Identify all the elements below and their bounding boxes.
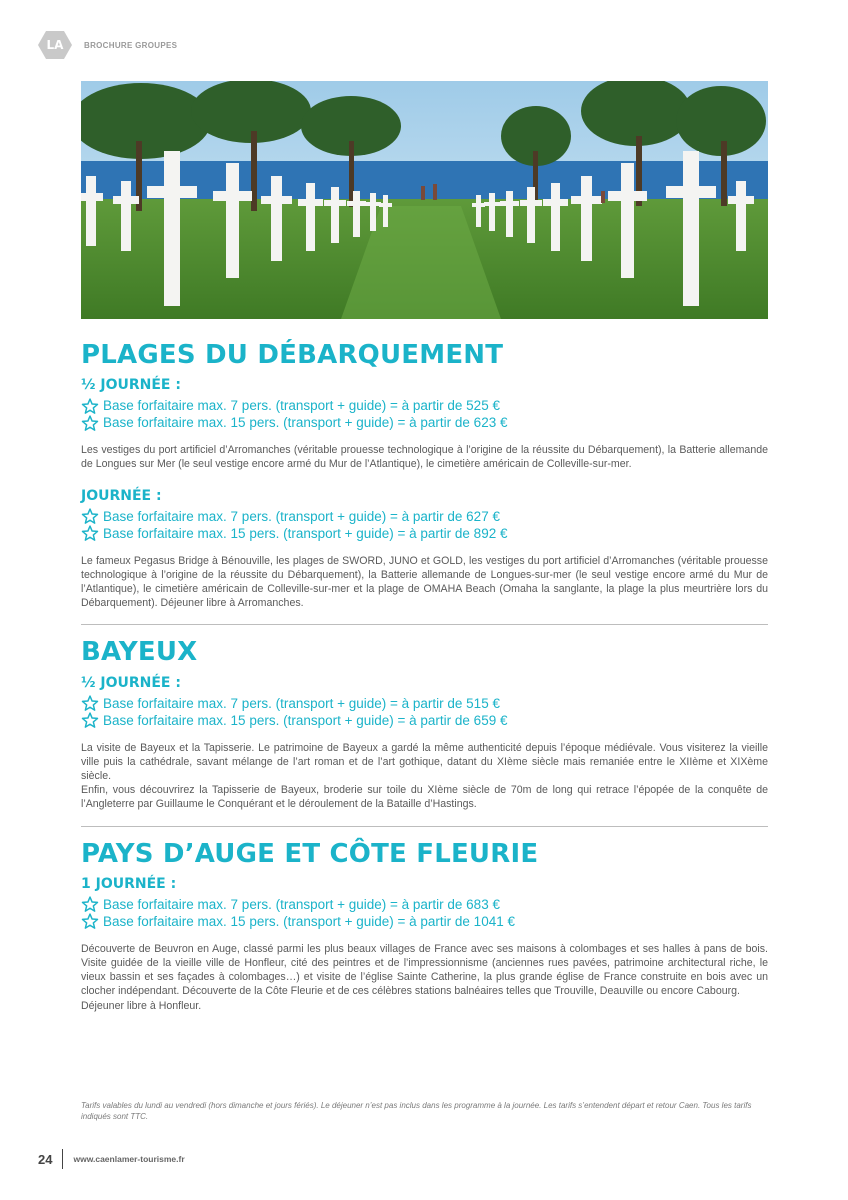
- price-line: [81, 397, 768, 414]
- price-line: [81, 695, 768, 712]
- price-line: [81, 525, 768, 542]
- description: Découverte de Beuvron en Auge, classé parmi les plus beaux villages de France avec ses maisons à colombages et ses halles à pans de bois. Visite guidée de la vieille ville de Honfleur, cité des peintres et de l’impressionnisme (anciennes rues pavées, patrimoine architectural riche, le vieux bassin et ses façades à colombages…) et visite de l’église Sainte Catherine, la plus grande église de France construite en bois avec un clocher indépendant. Découverte de la Côte Fleurie et de ces célèbres stations balnéaires telles que Trouville, Deauville ou encore Cabourg.: [81, 942, 768, 998]
- description: Les vestiges du port artificiel d’Arromanches (véritable prouesse technologique à l’origine de la réussite du Débarquement), la Batterie allemande de Longues sur Mer (le seul vestige encore armé du Mur de l’Atlantique), le cimetière américain de Colleville-sur-mer.: [81, 444, 768, 471]
- price-text: Base forfaitaire max. 7 pers. (transport + guide) = à partir de 515 €: [103, 695, 500, 711]
- subtitle-half-day: ½ JOURNÉE :: [81, 674, 181, 691]
- star-icon: [81, 695, 99, 711]
- section-divider: [81, 624, 768, 625]
- header-label: BROCHURE GROUPES: [84, 40, 178, 50]
- price-line: [81, 712, 768, 729]
- star-icon: [81, 896, 99, 912]
- star-icon: [81, 913, 99, 929]
- price-line: [81, 414, 768, 431]
- pricing-note: Tarifs valables du lundi au vendredi (hors dimanche et jours fériés). Le déjeuner n’est pas inclus dans les programme à la journée. Les tarifs s’entendent départ et retour Caen. Tous les tarifs indiqués sont TTC.: [81, 1101, 752, 1121]
- price-line: [81, 913, 768, 930]
- description-continued: Déjeuner libre à Honfleur.: [81, 999, 202, 1012]
- star-icon: [81, 508, 99, 524]
- star-icon: [81, 398, 99, 414]
- section-divider: [81, 826, 768, 827]
- description: La visite de Bayeux et la Tapisserie. Le patrimoine de Bayeux a gardé la même authenticité depuis l’époque médiévale. Vous visiterez la vieille ville puis la cathédrale, savant mélange de l’art roman et de l’art gothique, datant du XIème siècle mais remaniée entre le XIIème et XIXème siècle.: [81, 741, 768, 782]
- price-text: Base forfaitaire max. 15 pers. (transport + guide) = à partir de 623 €: [103, 415, 508, 431]
- footer-divider: [62, 1149, 63, 1169]
- page-header: [38, 30, 177, 60]
- page-footer: [38, 1148, 185, 1170]
- section-title-pays-auge: PAYS D’AUGE ET CÔTE FLEURIE: [81, 838, 539, 869]
- price-text: Base forfaitaire max. 15 pers. (transport + guide) = à partir de 1041 €: [103, 913, 515, 929]
- subtitle-one-day: 1 JOURNÉE :: [81, 875, 177, 892]
- section-title-bayeux: BAYEUX: [81, 637, 198, 668]
- star-icon: [81, 712, 99, 728]
- logo-text: LA: [46, 38, 64, 52]
- main-content: [81, 340, 768, 1013]
- price-text: Base forfaitaire max. 15 pers. (transport + guide) = à partir de 892 €: [103, 525, 508, 541]
- star-icon: [81, 415, 99, 431]
- section-title-plages: PLAGES DU DÉBARQUEMENT: [81, 340, 504, 370]
- description: Le fameux Pegasus Bridge à Bénouville, les plages de SWORD, JUNO et GOLD, les vestiges du port artificiel d’Arromanches (véritable prouesse technologique à l’origine de la réussite du Débarquement), la Batterie allemande de Longues-sur-mer (le seul vestige encore armé du Mur de l’Atlantique), le cimetière américain de Colleville-sur-mer et la plage de OMAHA Beach (Omaha la sanglante, la plage la plus meurtrière lors du Débarquement). Déjeuner libre à Arromanches.: [81, 554, 768, 610]
- subtitle-full-day: JOURNÉE :: [81, 487, 162, 504]
- description-continued: Enfin, vous découvrirez la Tapisserie de Bayeux, broderie sur toile du XIème siècle de 70m de long qui retrace l’épopée de la conquête de l’Angleterre par Guillaume le Conquérant et le déroulement de la Bataille d’Hastings.: [81, 784, 768, 811]
- subtitle-half-day: ½ JOURNÉE :: [81, 377, 181, 394]
- website-link[interactable]: www.caenlamer-tourisme.fr: [73, 1154, 185, 1164]
- price-line: [81, 508, 768, 525]
- logo: [38, 30, 72, 60]
- price-text: Base forfaitaire max. 15 pers. (transport + guide) = à partir de 659 €: [103, 712, 508, 728]
- price-line: [81, 896, 768, 913]
- price-text: Base forfaitaire max. 7 pers. (transport + guide) = à partir de 683 €: [103, 896, 500, 912]
- price-text: Base forfaitaire max. 7 pers. (transport + guide) = à partir de 627 €: [103, 508, 500, 524]
- price-text: Base forfaitaire max. 7 pers. (transport + guide) = à partir de 525 €: [103, 398, 500, 414]
- page-number: 24: [38, 1151, 53, 1167]
- star-icon: [81, 525, 99, 541]
- cemetery-photo: [81, 81, 768, 319]
